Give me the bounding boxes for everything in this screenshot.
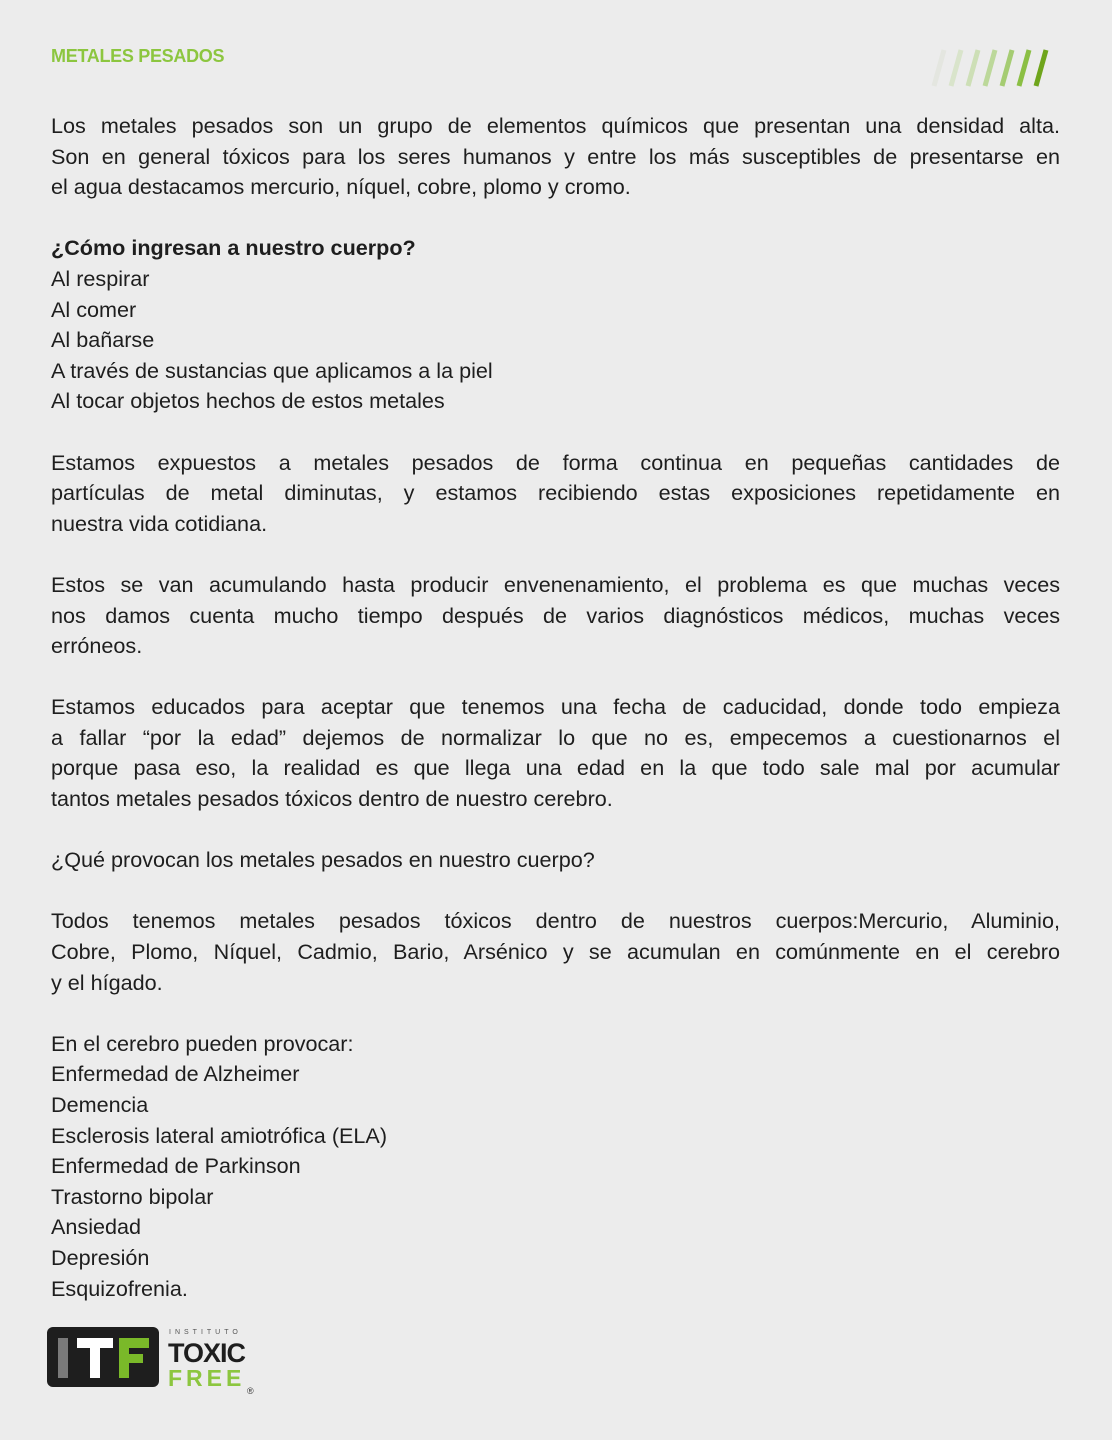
article-body <box>51 111 1060 1335</box>
text-line: Son en general tóxicos para los seres humanos y entre los más susceptibles de presentarse en <box>51 143 1060 169</box>
text-line: Esclerosis lateral amiotrófica (ELA) <box>51 1122 388 1148</box>
text-line: a fallar “por la edad” dejemos de normalizar lo que no es, empecemos a cuestionarnos el <box>51 724 1060 750</box>
text-line: ¿Qué provocan los metales pesados en nuestro cuerpo? <box>51 847 595 873</box>
text-line: Depresión <box>51 1244 150 1270</box>
text-line: Trastorno bipolar <box>51 1183 214 1209</box>
text-line: nos damos cuenta mucho tiempo después de varios diagnósticos médicos, muchas veces <box>51 602 1060 628</box>
text-line: el agua destacamos mercurio, níquel, cobre, plomo y cromo. <box>51 174 631 200</box>
text-line: Demencia <box>51 1092 149 1117</box>
text-line: Cobre, Plomo, Níquel, Cadmio, Bario, Arsénico y se acumulan en comúnmente en el cerebro <box>51 939 1060 965</box>
svg-text:INSTITUTO: INSTITUTO <box>169 1329 242 1336</box>
text-line: Enfermedad de Alzheimer <box>51 1061 300 1087</box>
paragraph <box>51 233 1060 417</box>
text-line: Esquizofrenia. <box>51 1275 188 1301</box>
text-line: Enfermedad de Parkinson <box>51 1153 301 1179</box>
text-line: Al bañarse <box>51 327 155 353</box>
paragraph <box>51 570 1060 662</box>
section-title: METALES PESADOS <box>51 46 225 66</box>
text-line: y el hígado. <box>51 969 163 995</box>
text-line: porque pasa eso, la realidad es que llega una edad en la que todo sale mal por acumular <box>51 755 1060 781</box>
svg-text:TOXIC: TOXIC <box>168 1338 246 1368</box>
text-line: Al comer <box>51 296 137 322</box>
svg-text:FREE: FREE <box>168 1365 246 1391</box>
text-line: nuestra vida cotidiana. <box>51 510 268 536</box>
paragraph <box>51 448 1060 540</box>
svg-text:®: ® <box>247 1386 254 1396</box>
text-line: Estos se van acumulando hasta producir envenenamiento, el problema es que muchas veces <box>51 571 1060 597</box>
paragraph <box>51 692 1060 814</box>
text-line: Los metales pesados son un grupo de elementos químicos que presentan una densidad alta. <box>51 113 1060 138</box>
text-line: Estamos educados para aceptar que tenemos una fecha de caducidad, donde todo empieza <box>51 694 1060 720</box>
paragraph <box>51 1029 1060 1304</box>
itf-toxic-free-logo <box>47 1324 262 1396</box>
text-line: A través de sustancias que aplicamos a la piel <box>51 357 493 383</box>
text-line: En el cerebro pueden provocar: <box>51 1030 354 1056</box>
text-line: partículas de metal diminutas, y estamos recibiendo estas exposiciones repetidamente en <box>51 480 1060 506</box>
text-line: Todos tenemos metales pesados tóxicos dentro de nuestros cuerpos:Mercurio, Aluminio, <box>51 908 1060 934</box>
paragraph <box>51 906 1060 998</box>
text-line: Estamos expuestos a metales pesados de forma continua en pequeñas cantidades de <box>51 449 1060 475</box>
text-line: erróneos. <box>51 633 143 659</box>
paragraph <box>51 845 1060 876</box>
text-line: Al respirar <box>51 265 150 291</box>
decorative-stripes-icon <box>920 48 1065 88</box>
subheading: ¿Cómo ingresan a nuestro cuerpo? <box>51 235 416 261</box>
paragraph <box>51 111 1060 203</box>
text-line: Ansiedad <box>51 1214 142 1240</box>
text-line: tantos metales pesados tóxicos dentro de nuestro cerebro. <box>51 786 613 812</box>
text-line: Al tocar objetos hechos de estos metales <box>51 388 445 414</box>
